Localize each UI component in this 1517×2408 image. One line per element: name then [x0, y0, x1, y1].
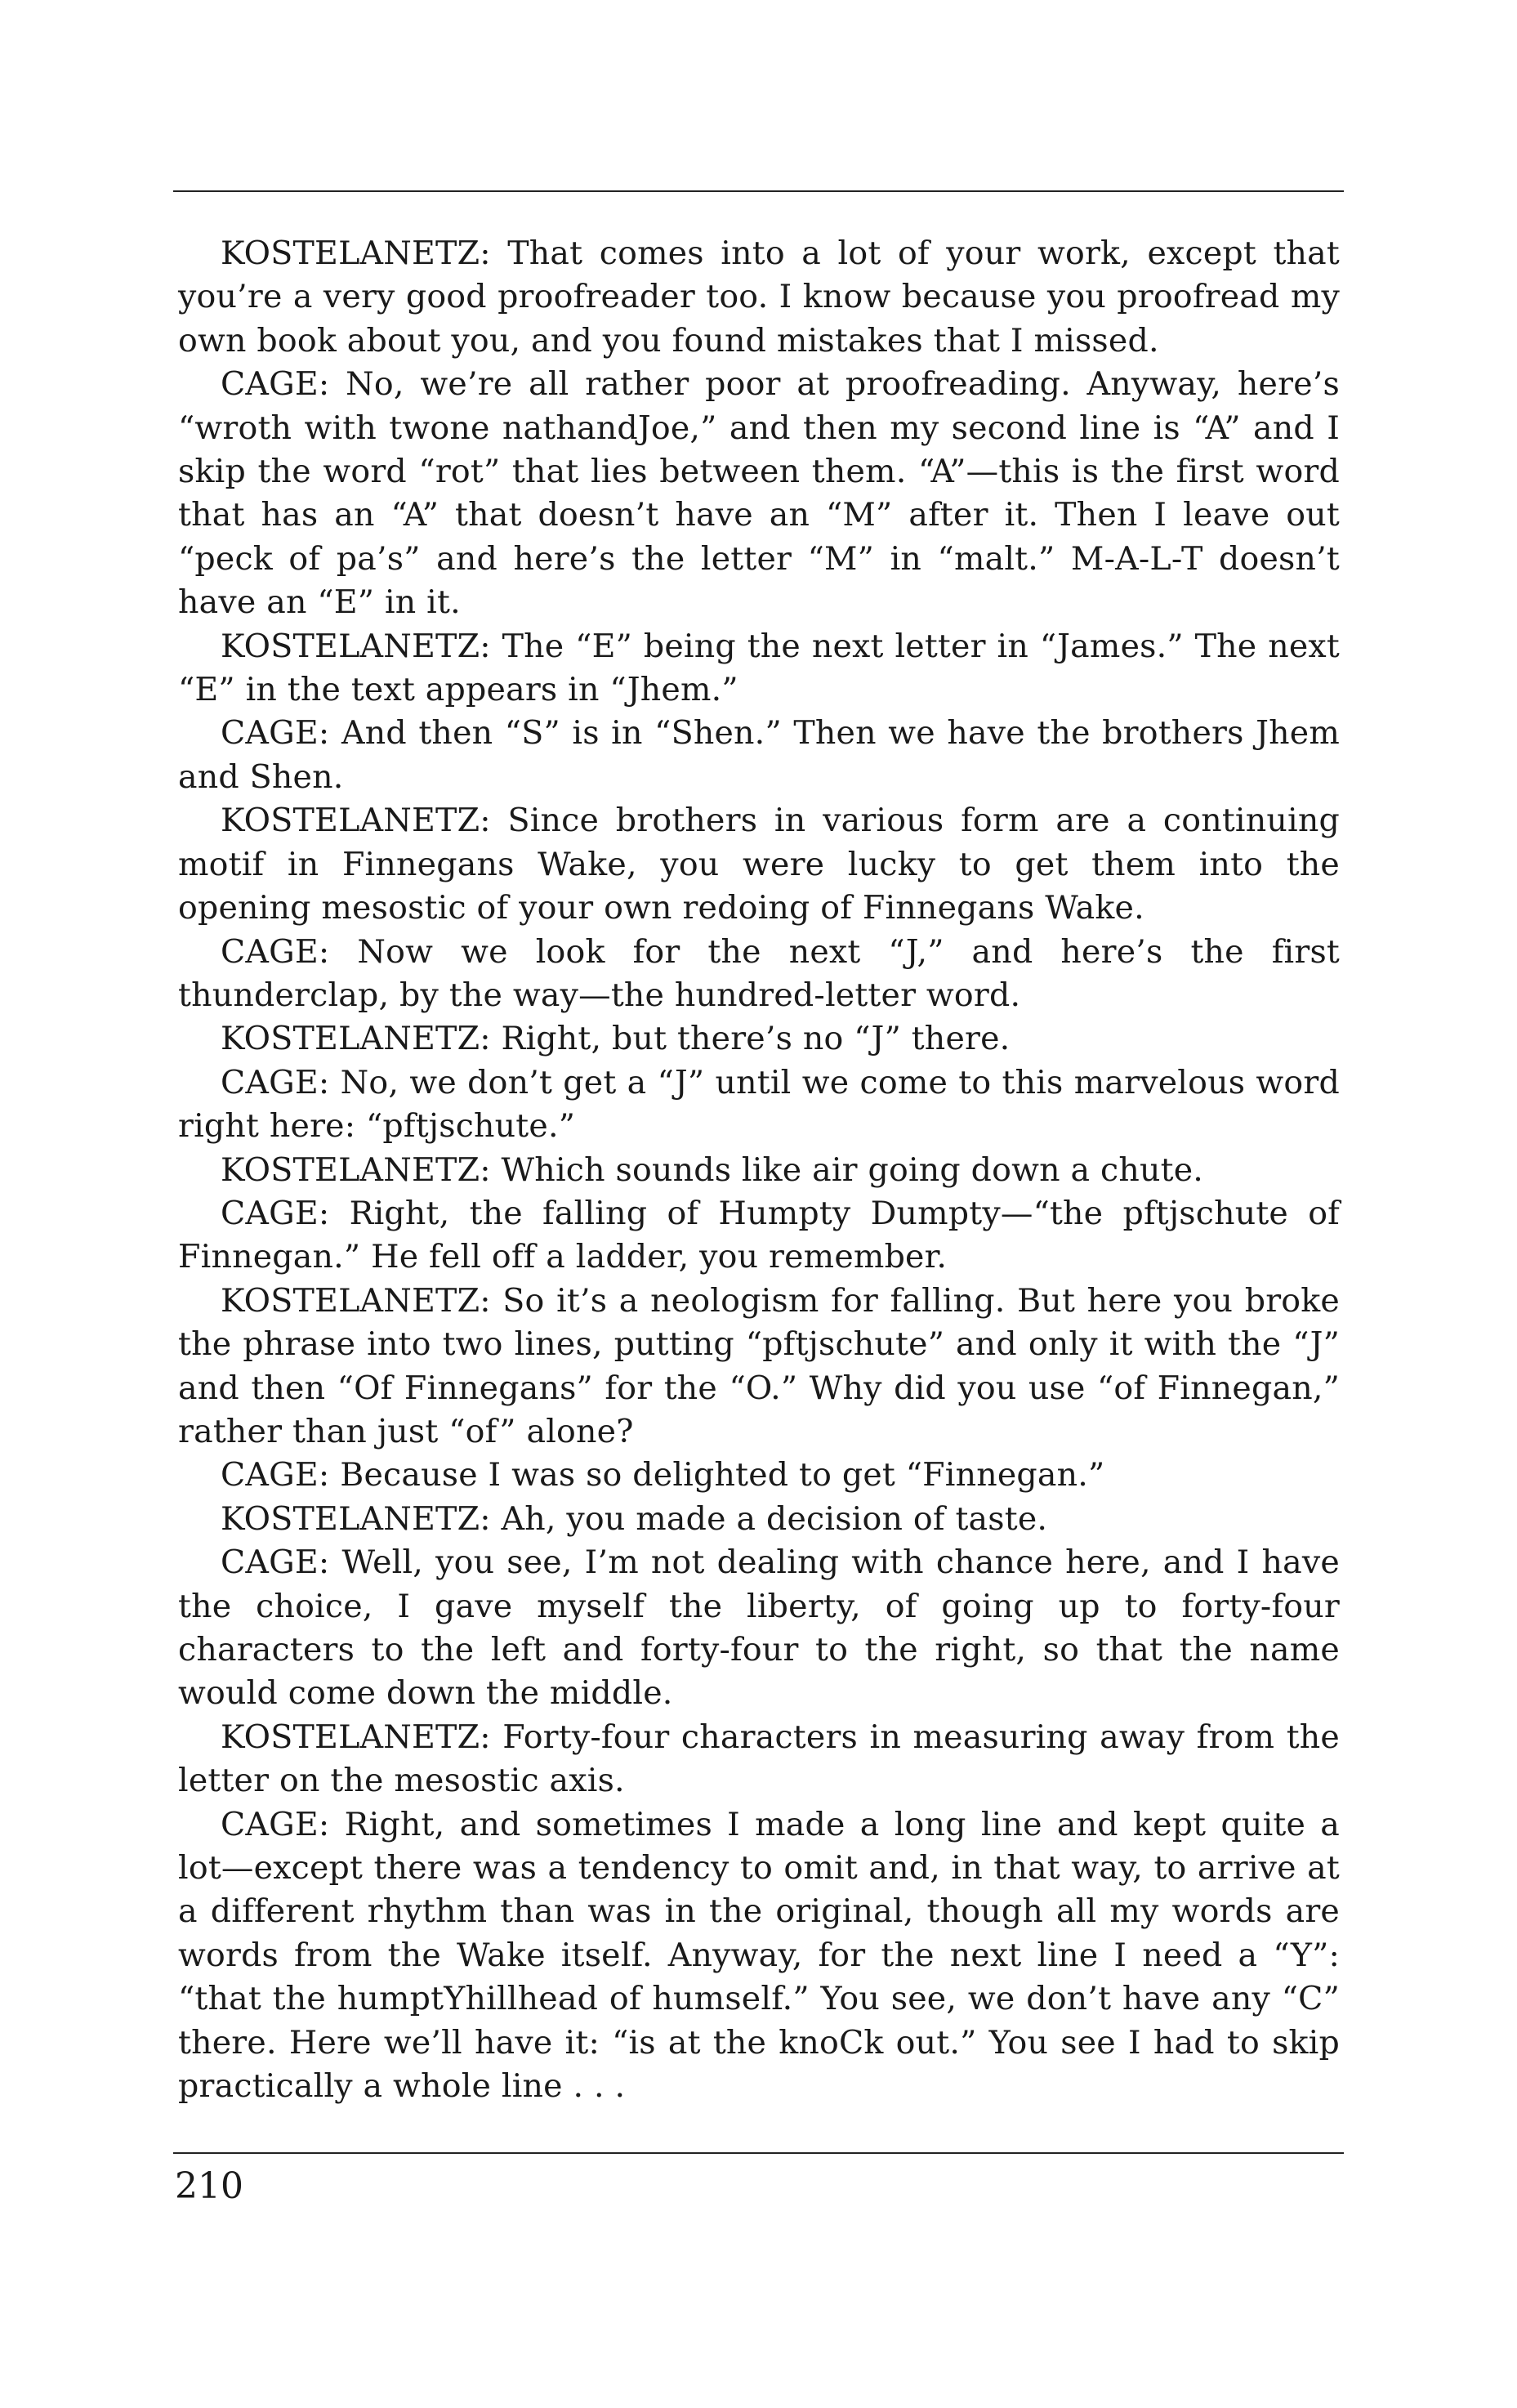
paragraph-text: That comes into a lot of your work, except that you’re a very good proofreader too. I know because you proofread my own book about you, and you found mistakes that I missed. — [178, 235, 1340, 360]
speaker: CAGE: — [221, 714, 330, 753]
paragraph — [178, 232, 1340, 363]
paragraph-text: Ah, you made a decision of taste. — [501, 1499, 1048, 1538]
speaker: KOSTELANETZ: — [221, 802, 491, 840]
paragraph-text: Well, you see, I’m not dealing with chance here, and I have the choice, I gave myself the liberty, of going up to forty-four characters to the left and forty-four to the right, so that the name would come down the middle. — [178, 1544, 1340, 1713]
paragraph-text: Since brothers in various form are a continuing motif in Finnegans Wake, you were lucky to get them into the opening mesostic of your own redoing of Finnegans Wake. — [178, 802, 1340, 927]
speaker: CAGE: — [221, 1805, 330, 1843]
paragraph — [178, 1716, 1340, 1803]
page-body — [178, 232, 1340, 2108]
speaker: CAGE: — [221, 365, 330, 404]
paragraph — [178, 799, 1340, 930]
paragraph — [178, 1498, 1340, 1541]
paragraph-text: Right, and sometimes I made a long line and kept quite a lot—except there was a tendency to omit and, in that way, to arrive at a different rhythm than was in the original, though all my words are words from the Wake itself. Anyway, for the next line I need a “Y”: “that the humptYhillhead of humself.” You see, we don’t have any “C” there. Here we’ll have it: “is at the knoCk out.” You see I had to skip practically a whole line . . . — [178, 1805, 1340, 2106]
speaker: KOSTELANETZ: — [221, 1499, 491, 1538]
paragraph — [178, 1280, 1340, 1454]
speaker: CAGE: — [221, 1194, 330, 1232]
paragraph — [178, 1454, 1340, 1497]
speaker: KOSTELANETZ: — [221, 1281, 491, 1320]
paragraph-text: No, we’re all rather poor at proofreading. Anyway, here’s “wroth with twone nathandJoe,” and then my second line is “A” and I skip the word “rot” that lies between them. “A”—this is the first word that has an “A” that doesn’t have an “M” after it. Then I leave out “peck of pa’s” and here’s the letter “M” in “malt.” M-A-L-T doesn’t have an “E” in it. — [178, 365, 1340, 622]
paragraph — [178, 712, 1340, 799]
bottom-rule — [173, 2152, 1344, 2154]
paragraph — [178, 1803, 1340, 2109]
paragraph-text: Right, the falling of Humpty Dumpty—“the pftjschute of Finnegan.” He fell off a ladder, you remember. — [178, 1194, 1340, 1276]
speaker: KOSTELANETZ: — [221, 1020, 491, 1058]
paragraph — [178, 1541, 1340, 1716]
paragraph-text: Which sounds like air going down a chute. — [501, 1150, 1204, 1189]
speaker: CAGE: — [221, 1544, 330, 1582]
paragraph — [178, 1061, 1340, 1149]
paragraph — [178, 1149, 1340, 1192]
paragraph-text: Right, but there’s no “J” there. — [501, 1020, 1011, 1058]
speaker: KOSTELANETZ: — [221, 235, 491, 272]
paragraph — [178, 1192, 1340, 1280]
paragraph-text: And then “S” is in “Shen.” Then we have the brothers Jhem and Shen. — [178, 714, 1340, 796]
paragraph-text: So it’s a neologism for falling. But here you broke the phrase into two lines, putting “pftjschute” and only it with the “J” and then “Of Finnegans” for the “O.” Why did you use “of Finnegan,” rather than just “of” alone? — [178, 1281, 1340, 1450]
paragraph — [178, 625, 1340, 713]
paragraph-text: Because I was so delighted to get “Finnegan.” — [340, 1456, 1105, 1494]
paragraph-text: Now we look for the next “J,” and here’s the first thunderclap, by the way—the hundred-letter word. — [178, 932, 1340, 1014]
speaker: CAGE: — [221, 932, 330, 971]
page-number: 210 — [175, 2165, 243, 2207]
paragraph-text: The “E” being the next letter in “James.” The next “E” in the text appears in “Jhem.” — [178, 627, 1340, 709]
paragraph — [178, 363, 1340, 624]
speaker: CAGE: — [221, 1063, 330, 1101]
speaker: CAGE: — [221, 1456, 330, 1494]
speaker: KOSTELANETZ: — [221, 1718, 491, 1756]
paragraph-text: No, we don’t get a “J” until we come to this marvelous word right here: “pftjschute.” — [178, 1063, 1340, 1146]
paragraph-text: Forty-four characters in measuring away from the letter on the mesostic axis. — [178, 1718, 1340, 1800]
paragraph — [178, 931, 1340, 1018]
speaker: KOSTELANETZ: — [221, 1150, 491, 1189]
speaker: KOSTELANETZ: — [221, 627, 491, 665]
top-rule — [173, 190, 1344, 192]
paragraph — [178, 1017, 1340, 1061]
